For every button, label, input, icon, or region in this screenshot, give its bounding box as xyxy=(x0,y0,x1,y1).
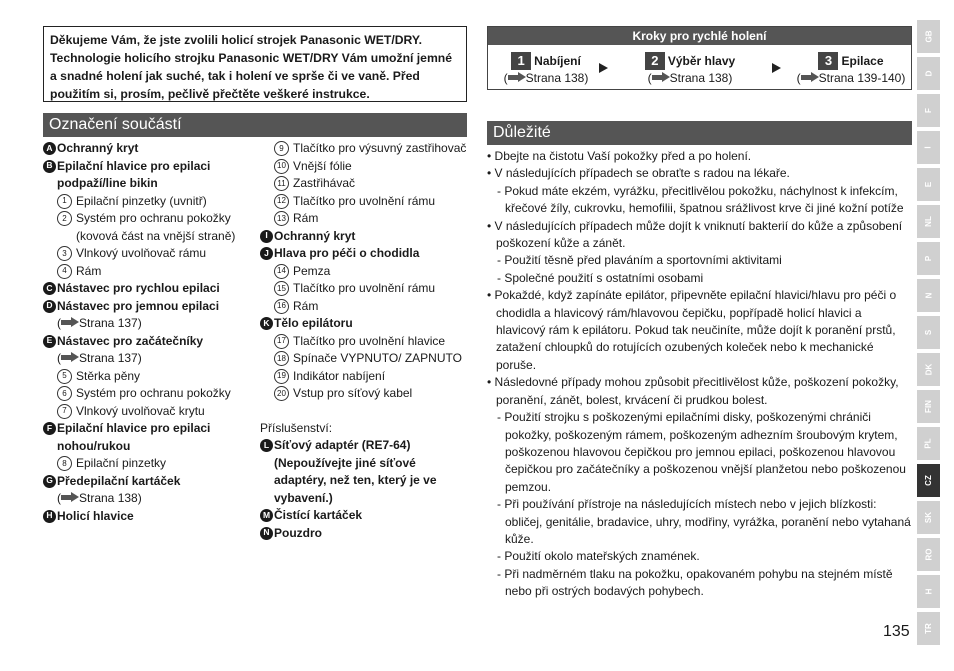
part-f: F Epilační hlavice pro epilaci nohou/rukou xyxy=(43,420,268,455)
tab-dk[interactable]: DK xyxy=(917,353,940,386)
part-6: 6 Systém pro ochranu pokožky xyxy=(43,385,268,403)
arrow-icon xyxy=(652,72,670,83)
bullet-item: • Pokaždé, když zapínáte epilátor, připevněte epilační hlavici/hlavu pro péči o chodidla a hlavicový rám/hlavovou čepičku, popřípadě holicí hlavici a hlavicový rám k epilátoru. Pokud tak neučiníte, může dojít k poranění prstů, zatažení chloupků do rotujících ozubených koleček nebo k mechanické poruše. xyxy=(487,288,897,372)
part-h: H Holicí hlavice xyxy=(43,508,268,526)
dash-item: - Pokud máte ekzém, vyrážku, přecitlivělou pokožku, náchylnost k infekcím, křečové žíly, cukrovku, hemofilii, špatnou srážlivost krve či jiné kožní potíže xyxy=(497,183,904,216)
circled-5-icon: 5 xyxy=(57,369,72,384)
circled-16-icon: 16 xyxy=(274,299,289,314)
part-a: A Ochranný kryt xyxy=(43,140,268,158)
parts-column-2 xyxy=(260,140,470,542)
dash-item: - Použití těsně před plaváním a sportovními aktivitami xyxy=(497,253,782,268)
bullet-item: • V následujících případech může dojít k vniknutí bakterií do kůže a způsobení poškození kůže a zánět. xyxy=(487,218,903,251)
tab-gb[interactable]: GB xyxy=(917,20,940,53)
step-2: 2 Výběr hlavy ( Strana 138) xyxy=(640,52,740,87)
badge-j-icon: J xyxy=(260,247,273,260)
circled-19-icon: 19 xyxy=(274,369,289,384)
part-c: C Nástavec pro rychlou epilaci xyxy=(43,280,268,298)
part-1: 1 Epilační pinzetky (uvnitř) xyxy=(43,193,268,211)
tab-s[interactable]: S xyxy=(917,316,940,349)
circled-9-icon: 9 xyxy=(274,141,289,156)
circled-6-icon: 6 xyxy=(57,386,72,401)
badge-a-icon: A xyxy=(43,142,56,155)
bullet-item: • Dbejte na čistotu Vaší pokožky před a po holení. xyxy=(487,149,752,163)
circled-14-icon: 14 xyxy=(274,264,289,279)
dash-item: - Použití strojku s poškozenými epilačními disky, poškozenými chrániči pokožky, poškozeným rámem, poškozeným adhezním šroubovým krytem, poškozenou hlavovou čepičkou pro jemnou epilaci, poškozenou hlavovou čepičkou pro začátečníky a poškozenou vnější planžetou nebo poškozenou pemzou. xyxy=(497,410,906,494)
tab-tr[interactable]: TR xyxy=(917,612,940,645)
part-8: 8 Epilační pinzetky xyxy=(43,455,268,473)
part-7: 7 Vlnkový uvolňovač krytu xyxy=(43,403,268,421)
part-n: N Pouzdro xyxy=(260,525,470,543)
accessories-label: Příslušenství: xyxy=(260,420,333,435)
circled-11-icon: 11 xyxy=(274,176,289,191)
circled-2-icon: 2 xyxy=(57,211,72,226)
part-d-ref: ( Strana 137) xyxy=(57,316,142,330)
badge-g-icon: G xyxy=(43,475,56,488)
steps-title: Kroky pro rychlé holení xyxy=(488,27,911,45)
part-j: J Hlava pro péči o chodidla xyxy=(260,245,470,263)
part-16: 16 Rám xyxy=(260,298,470,316)
arrow-icon xyxy=(508,72,526,83)
badge-n-icon: N xyxy=(260,527,273,540)
parts-section-title: Označení součástí xyxy=(43,113,467,137)
dash-item: - Společné použití s ostatními osobami xyxy=(497,270,704,285)
badge-c-icon: C xyxy=(43,282,56,295)
page-number: 135 xyxy=(883,623,910,640)
quick-steps-box xyxy=(487,26,912,90)
part-b: B Epilační hlavice pro epilaci podpaží/line bikin xyxy=(43,158,268,193)
part-12: 12 Tlačítko pro uvolnění rámu xyxy=(260,193,470,211)
step-3: 3 Epilace ( Strana 139-140) xyxy=(796,53,906,85)
tab-i[interactable]: I xyxy=(917,131,940,164)
tab-d[interactable]: D xyxy=(917,57,940,90)
circled-15-icon: 15 xyxy=(274,281,289,296)
circled-17-icon: 17 xyxy=(274,334,289,349)
important-list xyxy=(487,148,912,601)
part-18: 18 Spínače VYPNUTO/ ZAPNUTO xyxy=(260,350,470,368)
part-g-ref: ( Strana 138) xyxy=(57,491,142,505)
arrow-icon xyxy=(61,492,79,503)
step-arrow-icon xyxy=(772,63,781,73)
part-i: I Ochranný kryt xyxy=(260,228,470,246)
part-e: E Nástavec pro začátečníky xyxy=(43,333,268,351)
part-l: L Síťový adaptér (RE7-64) (Nepoužívejte jiné síťové adaptéry, než ten, který je ve vybavení.) xyxy=(260,437,470,507)
badge-f-icon: F xyxy=(43,422,56,435)
dash-item: - Při používání přístroje na následujících místech nebo v jejich blízkosti: obličej, genitálie, bradavice, uhry, modřiny, vyrážka, poranění nebo vytahaná kůže. xyxy=(497,497,911,546)
part-g: G Předepilační kartáček xyxy=(43,473,268,491)
part-5: 5 Stěrka pěny xyxy=(43,368,268,386)
badge-e-icon: E xyxy=(43,335,56,348)
badge-k-icon: K xyxy=(260,317,273,330)
step-1: 1 Nabíjení ( Strana 138) xyxy=(503,53,589,85)
tab-sk[interactable]: SK xyxy=(917,501,940,534)
badge-i-icon: I xyxy=(260,230,273,243)
intro-box: Děkujeme Vám, že jste zvolili holicí strojek Panasonic WET/DRY. Technologie holicího strojku Panasonic WET/DRY Vám umožní jemné a snadné holení jak suché, tak i holení ve sprše či ve vaně. Před použitím si, prosím, pečlivě přečtěte veškeré instrukce. xyxy=(43,26,467,102)
tab-h[interactable]: H xyxy=(917,575,940,608)
circled-7-icon: 7 xyxy=(57,404,72,419)
circled-12-icon: 12 xyxy=(274,194,289,209)
badge-b-icon: B xyxy=(43,160,56,173)
badge-d-icon: D xyxy=(43,300,56,313)
part-19: 19 Indikátor nabíjení xyxy=(260,368,470,386)
circled-8-icon: 8 xyxy=(57,456,72,471)
part-k: K Tělo epilátoru xyxy=(260,315,470,333)
part-20: 20 Vstup pro síťový kabel xyxy=(260,385,470,403)
tab-fin[interactable]: FIN xyxy=(917,390,940,423)
arrow-icon xyxy=(801,72,819,83)
circled-13-icon: 13 xyxy=(274,211,289,226)
language-tabs xyxy=(917,20,940,649)
part-10: 10 Vnější fólie xyxy=(260,158,470,176)
tab-pl[interactable]: PL xyxy=(917,427,940,460)
arrow-icon xyxy=(61,317,79,328)
tab-cz[interactable]: CZ xyxy=(917,464,940,497)
part-4: 4 Rám xyxy=(43,263,268,281)
part-2: 2 Systém pro ochranu pokožky (kovová část na vnější straně) xyxy=(43,210,268,245)
tab-nl[interactable]: NL xyxy=(917,205,940,238)
dash-item: - Při nadměrném tlaku na pokožku, opakovaném pohybu na stejném místě nebo při ostrých bodavých pohybech. xyxy=(497,566,893,599)
circled-18-icon: 18 xyxy=(274,351,289,366)
part-d: D Nástavec pro jemnou epilaci xyxy=(43,298,268,316)
part-11: 11 Zastřihávač xyxy=(260,175,470,193)
step-arrow-icon xyxy=(599,63,608,73)
part-3: 3 Vlnkový uvolňovač rámu xyxy=(43,245,268,263)
badge-h-icon: H xyxy=(43,510,56,523)
arrow-icon xyxy=(61,352,79,363)
dash-item: - Použití okolo mateřských znamének. xyxy=(497,549,700,564)
tab-p[interactable]: P xyxy=(917,242,940,275)
parts-column-1 xyxy=(43,140,268,525)
circled-3-icon: 3 xyxy=(57,246,72,261)
tab-f[interactable]: F xyxy=(917,94,940,127)
part-17: 17 Tlačítko pro uvolnění hlavice xyxy=(260,333,470,351)
circled-10-icon: 10 xyxy=(274,159,289,174)
badge-m-icon: M xyxy=(260,509,273,522)
part-15: 15 Tlačítko pro uvolnění rámu xyxy=(260,280,470,298)
part-14: 14 Pemza xyxy=(260,263,470,281)
part-m: M Čistící kartáček xyxy=(260,507,470,525)
important-section-title: Důležité xyxy=(487,121,912,145)
circled-4-icon: 4 xyxy=(57,264,72,279)
tab-ro[interactable]: RO xyxy=(917,538,940,571)
part-9: 9 Tlačítko pro výsuvný zastřihovač xyxy=(260,140,470,158)
circled-1-icon: 1 xyxy=(57,194,72,209)
tab-n[interactable]: N xyxy=(917,279,940,312)
badge-l-icon: L xyxy=(260,439,273,452)
part-e-ref: ( Strana 137) xyxy=(57,351,142,365)
bullet-item: • V následujících případech se obraťte s radou na lékaře. xyxy=(487,166,790,181)
bullet-item: • Následovné případy mohou způsobit přecitlivělost kůže, poškození pokožky, poranění, zánět, bolest, krvácení či prudkou bolest. xyxy=(487,375,899,407)
circled-20-icon: 20 xyxy=(274,386,289,401)
part-13: 13 Rám xyxy=(260,210,470,228)
tab-e[interactable]: E xyxy=(917,168,940,201)
